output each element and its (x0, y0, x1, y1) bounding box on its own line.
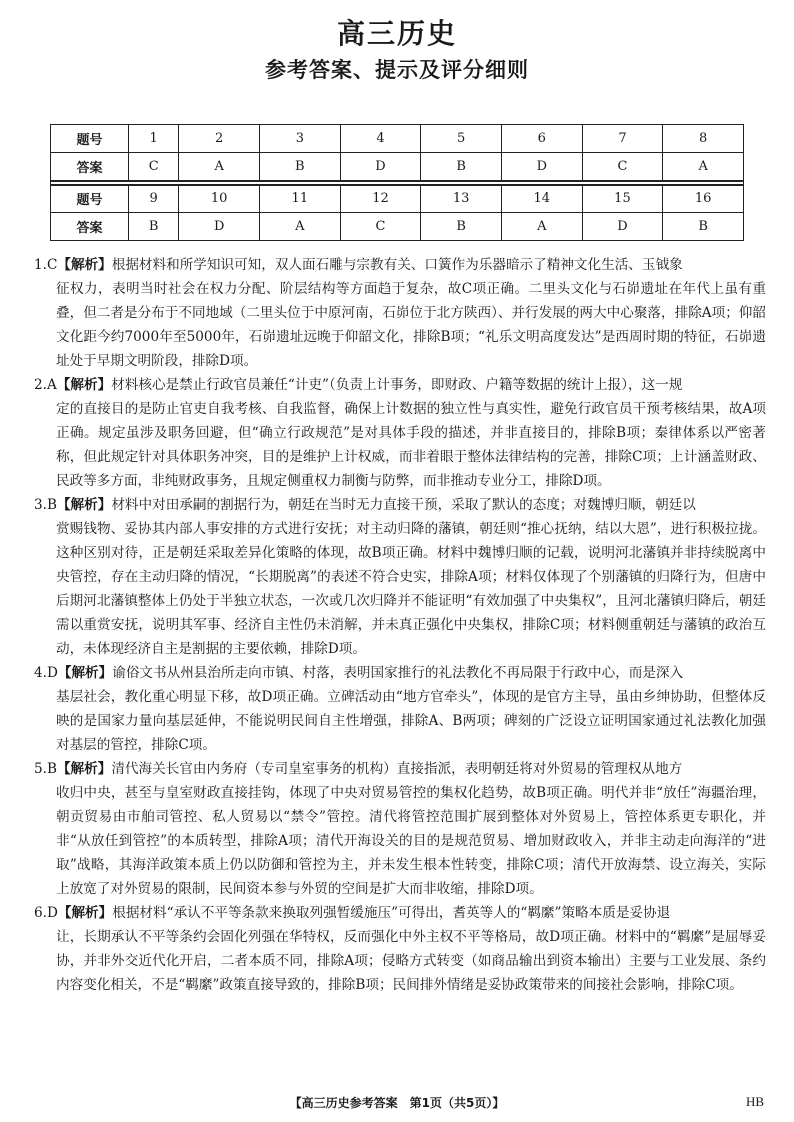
answer-letter: C (582, 153, 663, 181)
answer-letter: D (582, 213, 663, 241)
question-label: 4.D (34, 665, 58, 681)
question-number: 13 (421, 185, 502, 213)
analysis-tag: 【解析】 (56, 497, 112, 513)
row-label-answer: 答案 (51, 213, 129, 241)
answer-letter: A (260, 213, 341, 241)
answer-row-2 (51, 213, 744, 241)
question-number: 3 (260, 125, 341, 153)
question-number: 2 (179, 125, 260, 153)
question-number: 12 (340, 185, 421, 213)
footer-code: HB (745, 1094, 764, 1109)
row-label-answer: 答案 (51, 153, 129, 181)
answer-letter: B (260, 153, 341, 181)
explanation-text: 材料核心是禁止行政官员兼任“计吏”（负责上计事务，即财政、户籍等数据的统计上报），这一规 (111, 377, 683, 393)
question-label: 6.D (34, 905, 58, 921)
explanation-text-continued: 赏赐钱物、妥协其内部人事安排的方式进行安抚；对主动归降的藩镇，朝廷则“推心抚纳，结以大恩”，进行积极拉拢。这种区别对待，正是朝廷采取差异化策略的体现，故B项正确。材料中魏博归顺的记载，说明河北藩镇并非持续脱离中央管控，存在主动归降的情况，“长期脱离”的表述不符合史实，排除A项；材料仅体现了个别藩镇的归降行为，但唐中后期河北藩镇整体上仍处于半独立状态，一次或几次归降并不能证明“有效加强了中央集权”，且河北藩镇归降后，朝廷需以重赏安抚，说明其军事、经济自主性仍未消解，并未真正强化中央集权，排除C项；材料侧重朝廷与藩镇的政治互动，未体现经济自主是割据的主要依赖，排除D项。 (56, 521, 766, 657)
question-number-row-2 (51, 185, 744, 213)
explanation-text: 根据材料“承认不平等条款来换取列强暂缓施压”可得出，耆英等人的“羁縻”策略本质是妥协退 (112, 905, 671, 921)
answer-letter: D (340, 153, 421, 181)
answer-letter: A (501, 213, 582, 241)
explanation-text-continued: 让，长期承认不平等条约会固化列强在华特权，反而强化中外主权不平等格局，故D项正确。材料中的“羁縻”是屈辱妥协，并非外交近代化开启，二者本质不同，排除A项；侵略方式转变（如商品输出到资本输出）主要与工业发展、条约内容变化相关，不是“羁縻”政策直接导致的，排除B项；民间排外情绪是妥协政策带来的间接社会影响，排除C项。 (56, 929, 766, 993)
answer-letter: D (501, 153, 582, 181)
question-number: 16 (663, 185, 744, 213)
explanation-item (34, 757, 766, 901)
explanation-item (34, 901, 766, 997)
answer-letter: D (179, 213, 260, 241)
explanation-text-continued: 征权力，表明当时社会在权力分配、阶层结构等方面趋于复杂，故C项正确。二里头文化与石峁遗址在年代上虽有重叠，但二者是分布于不同地域（二里头位于中原河南，石峁位于北方陕西）、并行发展的两大中心聚落，排除A项；仰韶文化距今约7000年至5000年，石峁遗址远晚于仰韶文化，排除B项；“礼乐文明高度发达”是西周时期的特征，石峁遗址处于早期文明阶段，排除D项。 (56, 281, 766, 369)
analysis-tag: 【解析】 (57, 257, 112, 273)
answer-letter: C (129, 153, 179, 181)
answer-letter: C (340, 213, 421, 241)
explanation-text: 材料中对田承嗣的割据行为，朝廷在当时无力直接干预，采取了默认的态度；对魏博归顺，朝廷以 (111, 497, 696, 513)
answer-letter: B (129, 213, 179, 241)
question-number-row-1 (51, 125, 744, 153)
question-number: 15 (582, 185, 663, 213)
explanation-text-continued: 收归中央，甚至与皇室财政直接挂钩，体现了中央对贸易管控的集权化趋势，故B项正确。明代并非“放任”海疆治理，朝贡贸易由市舶司管控、私人贸易以“禁令”管控。清代将管控范围扩展到整体对外贸易上，管控体系更专职化，并非“从放任到管控”的本质转型，排除A项；清代开海设关的目的是规范贸易、增加财政收入，并非主动走向海洋的“进取”战略，其海洋政策本质上仍以防御和管控为主，并未发生根本性转变，排除C项；清代开放海禁、设立海关，实际上放宽了对外贸易的限制，民间资本参与外贸的空间是扩大而非收缩，排除D项。 (56, 785, 766, 897)
explanation-item (34, 253, 766, 373)
analysis-tag: 【解析】 (56, 761, 112, 777)
question-number: 8 (663, 125, 744, 153)
explanation-text: 清代海关长官由内务府（专司皇室事务的机构）直接指派，表明朝廷将对外贸易的管理权从地方 (111, 761, 683, 777)
question-number: 7 (582, 125, 663, 153)
answer-letter: A (179, 153, 260, 181)
row-label-question: 题号 (51, 185, 129, 213)
question-number: 14 (501, 185, 582, 213)
question-label: 5.B (34, 761, 57, 777)
explanation-text-continued: 基层社会，教化重心明显下移，故D项正确。立碑活动由“地方官牵头”，体现的是官方主导，虽由乡绅协助，但整体反映的是国家力量向基层延伸，不能说明民间自主性增强，排除A、B两项；碑刻的广泛设立证明国家通过礼法教化加强对基层的管控，排除C项。 (56, 689, 766, 753)
answer-table (50, 124, 744, 241)
answer-row-1 (51, 153, 744, 181)
answer-letter: B (663, 213, 744, 241)
page-subtitle: 参考答案、提示及评分细则 (265, 58, 529, 82)
page-title: 高三历史 (336, 17, 457, 50)
answer-letter: A (663, 153, 744, 181)
analysis-tag: 【解析】 (57, 905, 113, 921)
question-number: 9 (129, 185, 179, 213)
question-number: 5 (421, 125, 502, 153)
question-number: 11 (260, 185, 341, 213)
row-label-question: 题号 (51, 125, 129, 153)
question-number: 4 (340, 125, 421, 153)
question-number: 6 (501, 125, 582, 153)
explanation-text-continued: 定的直接目的是防止官吏自我考核、自我监督，确保上计数据的独立性与真实性，避免行政官员干预考核结果，故A项正确。规定虽涉及职务回避，但“确立行政规范”是对具体手段的描述，并非直接目的，排除B项；秦律体系以严密著称，但此规定针对具体职务冲突，目的是维护上计权威，而非着眼于整体法律结构的完善，排除C项；上计涵盖财政、民政等多方面，非纯财政事务，且规定侧重权力制衡与防弊，而非推动专业分工，排除D项。 (56, 401, 766, 489)
analysis-tag: 【解析】 (56, 377, 112, 393)
question-number: 1 (129, 125, 179, 153)
question-label: 2.A (34, 377, 57, 393)
page-footer: 【高三历史参考答案 第1页（共5页）】 (289, 1096, 505, 1110)
question-label: 1.C (34, 257, 58, 273)
answer-letter: B (421, 213, 502, 241)
analysis-tag: 【解析】 (57, 665, 113, 681)
question-label: 3.B (34, 497, 57, 513)
explanation-item (34, 661, 766, 757)
explanation-list (34, 253, 766, 997)
explanation-text: 根据材料和所学知识可知，双人面石雕与宗教有关、口簧作为乐器暗示了精神文化生活、玉钺象 (111, 257, 683, 273)
explanation-item (34, 373, 766, 493)
explanation-item (34, 493, 766, 661)
question-number: 10 (179, 185, 260, 213)
answer-letter: B (421, 153, 502, 181)
explanation-text: 谕俗文书从州县治所走向市镇、村落，表明国家推行的礼法教化不再局限于行政中心，而是深入 (112, 665, 684, 681)
